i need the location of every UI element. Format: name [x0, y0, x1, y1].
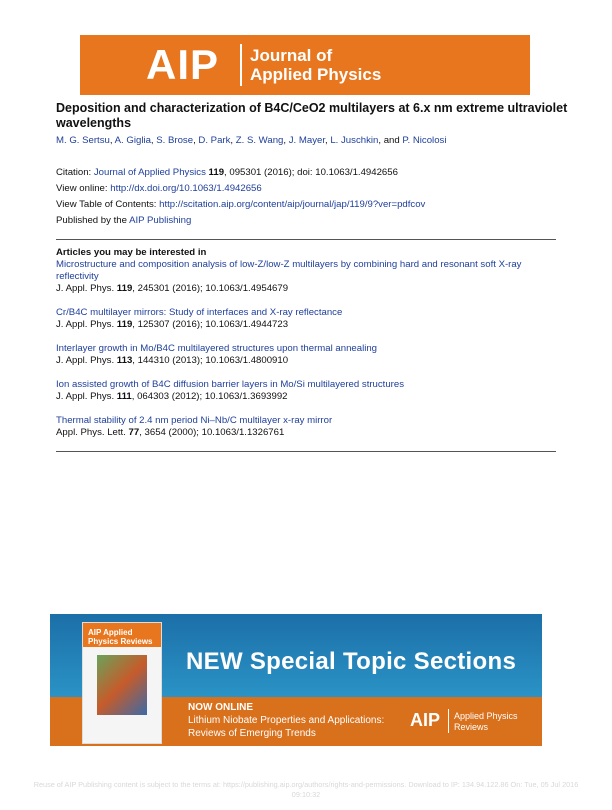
divider-bottom	[56, 451, 556, 452]
author-link[interactable]: D. Park	[198, 135, 231, 146]
author-link[interactable]: P. Nicolosi	[402, 135, 447, 146]
author-link[interactable]: M. G. Sertsu	[56, 135, 110, 146]
citation-volume: 119	[208, 167, 225, 178]
related-article-citation: J. Appl. Phys. 111, 064303 (2012); 10.1063/1.3693992	[56, 391, 288, 402]
journal-cover-image	[82, 622, 162, 744]
citation-line	[56, 167, 576, 179]
related-article-citation: J. Appl. Phys. 113, 144310 (2013); 10.1063/1.4800910	[56, 355, 289, 366]
related-article-link[interactable]: Microstructure and composition analysis of low-Z/low-Z multilayers by combining hard and resonant soft X-ray reflectivity	[56, 259, 522, 282]
author-list: M. G. Sertsu, A. Giglia, S. Brose, D. Park, Z. S. Wang, J. Mayer, L. Juschkin, and P. Nicolosi	[56, 135, 447, 146]
ad-subtitle-line2: Reviews of Emerging Trends	[188, 728, 316, 739]
related-article	[56, 379, 556, 403]
reuse-footer	[0, 780, 612, 800]
banner-journal-name	[250, 46, 381, 84]
related-articles-heading: Articles you may be interested in	[56, 247, 207, 258]
cover-illustration	[97, 655, 147, 715]
footer-line2: 09:10:32	[291, 790, 321, 799]
journal-banner	[80, 35, 530, 95]
citation-label: Citation:	[56, 167, 92, 178]
advertisement-banner[interactable]	[50, 614, 542, 746]
published-label: Published by the	[56, 215, 127, 226]
related-article	[56, 259, 556, 295]
banner-journal-line2: Applied Physics	[250, 65, 382, 84]
related-article-link[interactable]: Interlayer growth in Mo/B4C multilayered structures upon thermal annealing	[56, 343, 378, 354]
toc-link[interactable]: http://scitation.aip.org/content/aip/journal/jap/119/9?ver=pdfcov	[159, 199, 426, 210]
ad-aip-logo: AIP	[410, 710, 441, 730]
author-link[interactable]: Z. S. Wang	[235, 135, 284, 146]
ad-now-online: NOW ONLINE	[188, 702, 253, 713]
article-title-line1: Deposition and characterization of B4C/CeO2 multilayers at 6.x nm extreme ultraviolet	[56, 101, 568, 115]
ad-logo-text: Applied Physics Reviews	[454, 711, 518, 732]
banner-journal-line1: Journal of	[250, 46, 333, 65]
related-article-link[interactable]: Thermal stability of 2.4 nm period Ni–Nb/C multilayer x-ray mirror	[56, 415, 333, 426]
related-article-citation: J. Appl. Phys. 119, 245301 (2016); 10.1063/1.4954679	[56, 283, 289, 294]
related-article	[56, 415, 556, 439]
cover-logo: AIP Applied Physics Reviews	[88, 628, 153, 646]
author-link[interactable]: S. Brose	[156, 135, 194, 146]
view-online-label: View online:	[56, 183, 108, 194]
divider-top	[56, 239, 556, 240]
related-article-link[interactable]: Cr/B4C multilayer mirrors: Study of interfaces and X-ray reflectance	[56, 307, 343, 318]
aip-logo: AIP	[146, 41, 220, 88]
ad-logo-divider	[448, 709, 449, 733]
author-link[interactable]: J. Mayer	[288, 135, 325, 146]
authors-and: and	[383, 135, 400, 146]
related-article-citation: Appl. Phys. Lett. 77, 3654 (2000); 10.1063/1.1326761	[56, 427, 285, 438]
author-link[interactable]: L. Juschkin	[330, 135, 379, 146]
related-article	[56, 307, 556, 331]
citation-rest: , 095301 (2016); doi: 10.1063/1.4942656	[224, 167, 398, 178]
citation-journal-link[interactable]: Journal of Applied Physics	[93, 167, 206, 178]
related-article-citation: J. Appl. Phys. 119, 125307 (2016); 10.1063/1.4944723	[56, 319, 289, 330]
article-title	[56, 101, 576, 131]
related-article-link[interactable]: Ion assisted growth of B4C diffusion barrier layers in Mo/Si multilayered structures	[56, 379, 405, 390]
view-online-line	[56, 183, 576, 195]
toc-label: View Table of Contents:	[56, 199, 157, 210]
article-title-line2: wavelengths	[56, 116, 132, 130]
toc-line	[56, 199, 576, 211]
ad-headline: NEW Special Topic Sections	[186, 648, 517, 675]
published-line	[56, 215, 576, 227]
banner-divider	[240, 44, 242, 86]
author-link[interactable]: A. Giglia	[114, 135, 151, 146]
ad-subtitle-line1: Lithium Niobate Properties and Applications:	[188, 715, 385, 726]
view-online-link[interactable]: http://dx.doi.org/10.1063/1.4942656	[110, 183, 262, 194]
publisher-link[interactable]: AIP Publishing	[129, 215, 192, 226]
footer-line1: Reuse of AIP Publishing content is subject to the terms at: https://publishing.aip.org/authors/rights-and-permissions. Download to IP: 134.94.122.86 On: Tue, 05 Jul 2016	[33, 780, 579, 789]
related-article	[56, 343, 556, 367]
